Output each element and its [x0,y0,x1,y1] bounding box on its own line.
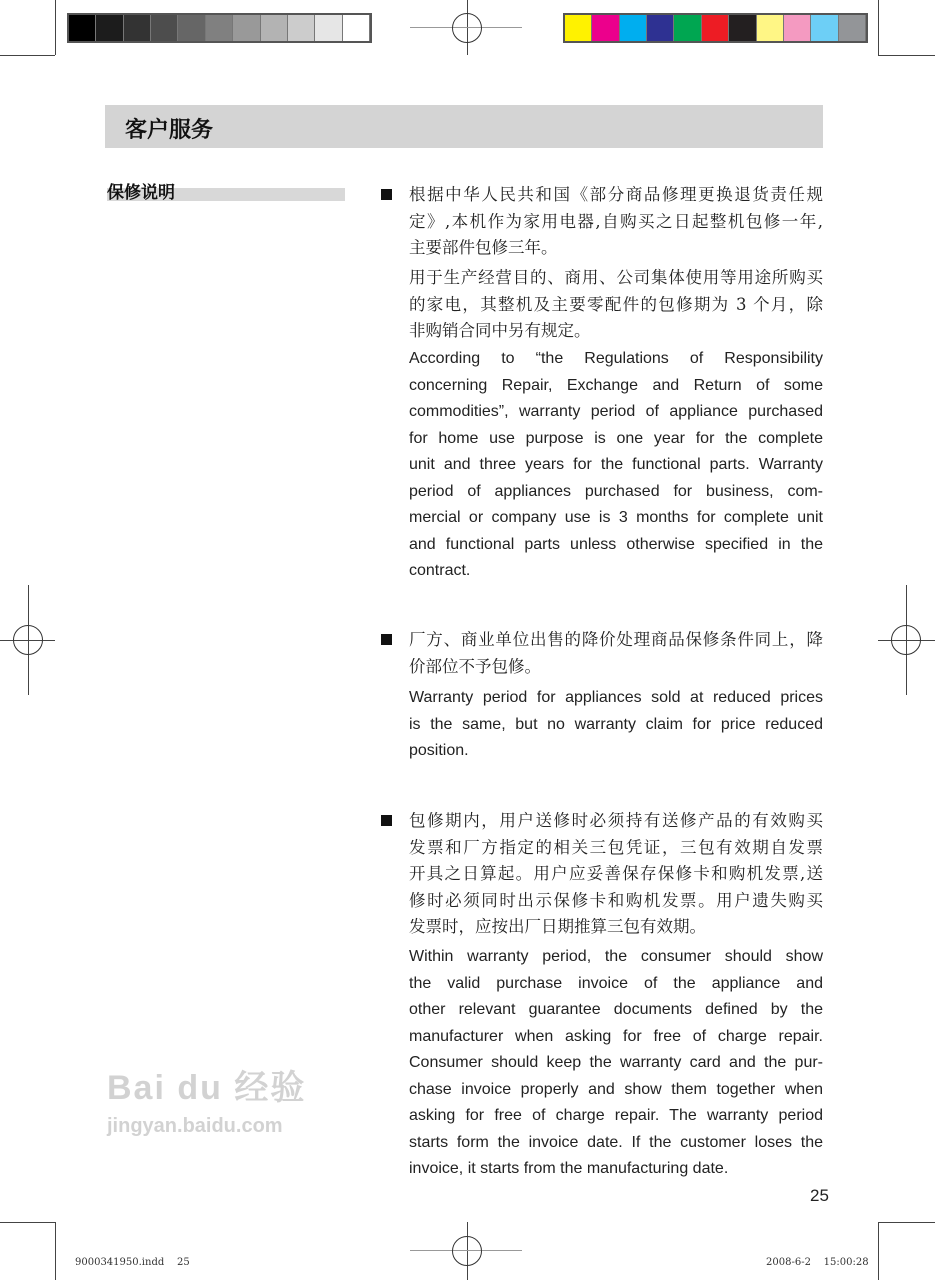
calibration-swatch [69,15,96,41]
calibration-swatch [315,15,342,41]
bullet-square-icon [381,815,392,826]
calibration-swatch [592,15,619,41]
text-line: Consumer should keep the warranty card and the pur- [409,1054,823,1071]
text-line: 根据中华人民共和国《部分商品修理更换退货责任规 [409,185,823,204]
section-header-band [105,105,823,148]
calibration-swatch [151,15,178,41]
watermark-url: jingyan.baidu.com [107,1115,283,1137]
calibration-swatch [178,15,205,41]
footer-filename: 9000341950.indd [75,1257,165,1268]
baidu-watermark [107,1060,306,1138]
calibration-swatch [288,15,315,41]
calibration-swatch [124,15,151,41]
calibration-swatch [811,15,838,41]
chinese-paragraph [409,265,823,345]
text-line: concerning Repair, Exchange and Return of some [409,376,823,394]
text-line: Warranty period for appliances sold at reduced prices [409,689,823,706]
text-line: for home use purpose is one year for the complete [409,429,823,447]
text-line: 非购销合同中另有规定。 [409,321,591,340]
text-line: chase invoice properly and show them together when [409,1080,823,1098]
crop-mark [878,1222,879,1280]
text-line: 发票和厂方指定的相关三包凭证，三包有效期自发票 [409,837,823,857]
calibration-swatch [565,15,592,41]
calibration-swatch [343,15,370,41]
footer-timestamp [766,1257,869,1268]
section-label: 保修说明 [107,183,175,203]
registration-circle [891,625,921,655]
calibration-swatch [233,15,260,41]
registration-circle [452,13,482,43]
text-line: mercial or company use is 3 months for complete unit [409,509,823,526]
text-line: period of appliances purchased for business, com- [409,482,823,500]
text-line: 发票时，应按出厂日期推算三包有效期。 [409,917,706,936]
text-line: 用于生产经营目的、商用、公司集体使用等用途所购买 [409,268,823,287]
text-line: 定》,本机作为家用电器,自购买之日起整机包修一年, [409,211,823,231]
text-line: other relevant guarantee documents defined by the [409,1001,823,1018]
color-calibration-bar [563,13,868,43]
grayscale-calibration-bar [67,13,372,43]
english-paragraph [409,346,823,585]
text-line: 开具之日算起。用户应妥善保存保修卡和购机发票,送 [409,864,823,883]
calibration-swatch [96,15,123,41]
footer-date: 2008-6-2 [766,1257,811,1268]
text-line: Within warranty period, the consumer should show [409,948,823,965]
calibration-swatch [620,15,647,41]
text-line: 的家电，其整机及主要零配件的包修期为 3 个月，除 [409,294,823,314]
crop-mark [0,1222,55,1223]
text-line: starts form the invoice date. If the customer loses the [409,1133,823,1151]
english-paragraph [409,944,823,1183]
chinese-paragraph [409,627,823,680]
text-line: 厂方、商业单位出售的降价处理商品保修条件同上，降 [409,630,823,649]
footer-file-page: 25 [176,1257,190,1268]
calibration-swatch [784,15,811,41]
text-line: contract. [409,562,471,579]
text-line: 修时必须同时出示保修卡和购机发票。用户遗失购买 [409,890,823,910]
text-line: unit and three years for the functional parts. Warranty [409,456,823,473]
bullet-square-icon [381,189,392,200]
bullet-square-icon [381,634,392,645]
crop-mark [55,0,56,55]
page-number: 25 [810,1186,829,1205]
text-line: 主要部件包修三年。 [409,238,558,257]
page-title: 客户服务 [125,118,214,143]
registration-circle [452,1236,482,1266]
footer-time: 15:00:28 [823,1257,869,1268]
text-line: position. [409,742,469,759]
crop-mark [878,0,879,55]
english-paragraph [409,685,823,765]
crop-mark [0,55,55,56]
registration-circle [13,625,43,655]
text-line: is the same, but no warranty claim for price reduced [409,715,823,733]
text-line: 包修期内，用户送修时必须持有送修产品的有效购买 [409,811,823,830]
calibration-swatch [729,15,756,41]
crop-mark [878,1222,935,1223]
calibration-swatch [261,15,288,41]
crop-mark [55,1222,56,1280]
calibration-swatch [839,15,866,41]
chinese-paragraph [409,182,823,262]
text-line: asking for free of charge repair. The warranty period [409,1107,823,1124]
text-line: manufacturer when asking for free of charge repair. [409,1027,823,1045]
text-line: commodities”, warranty period of appliance purchased [409,403,823,420]
calibration-swatch [702,15,729,41]
crop-mark [878,55,935,56]
text-line: the valid purchase invoice of the appliance and [409,974,823,992]
footer-file [75,1257,190,1268]
calibration-swatch [647,15,674,41]
text-line: invoice, it starts from the manufacturing date. [409,1160,729,1177]
chinese-paragraph [409,808,823,941]
text-line: According to “the Regulations of Responsibility [409,350,823,367]
watermark-brand: Bai du 经验 [107,1069,307,1107]
calibration-swatch [757,15,784,41]
calibration-swatch [206,15,233,41]
text-line: 价部位不予包修。 [409,656,541,676]
calibration-swatch [674,15,701,41]
text-line: and functional parts unless otherwise specified in the [409,535,823,553]
